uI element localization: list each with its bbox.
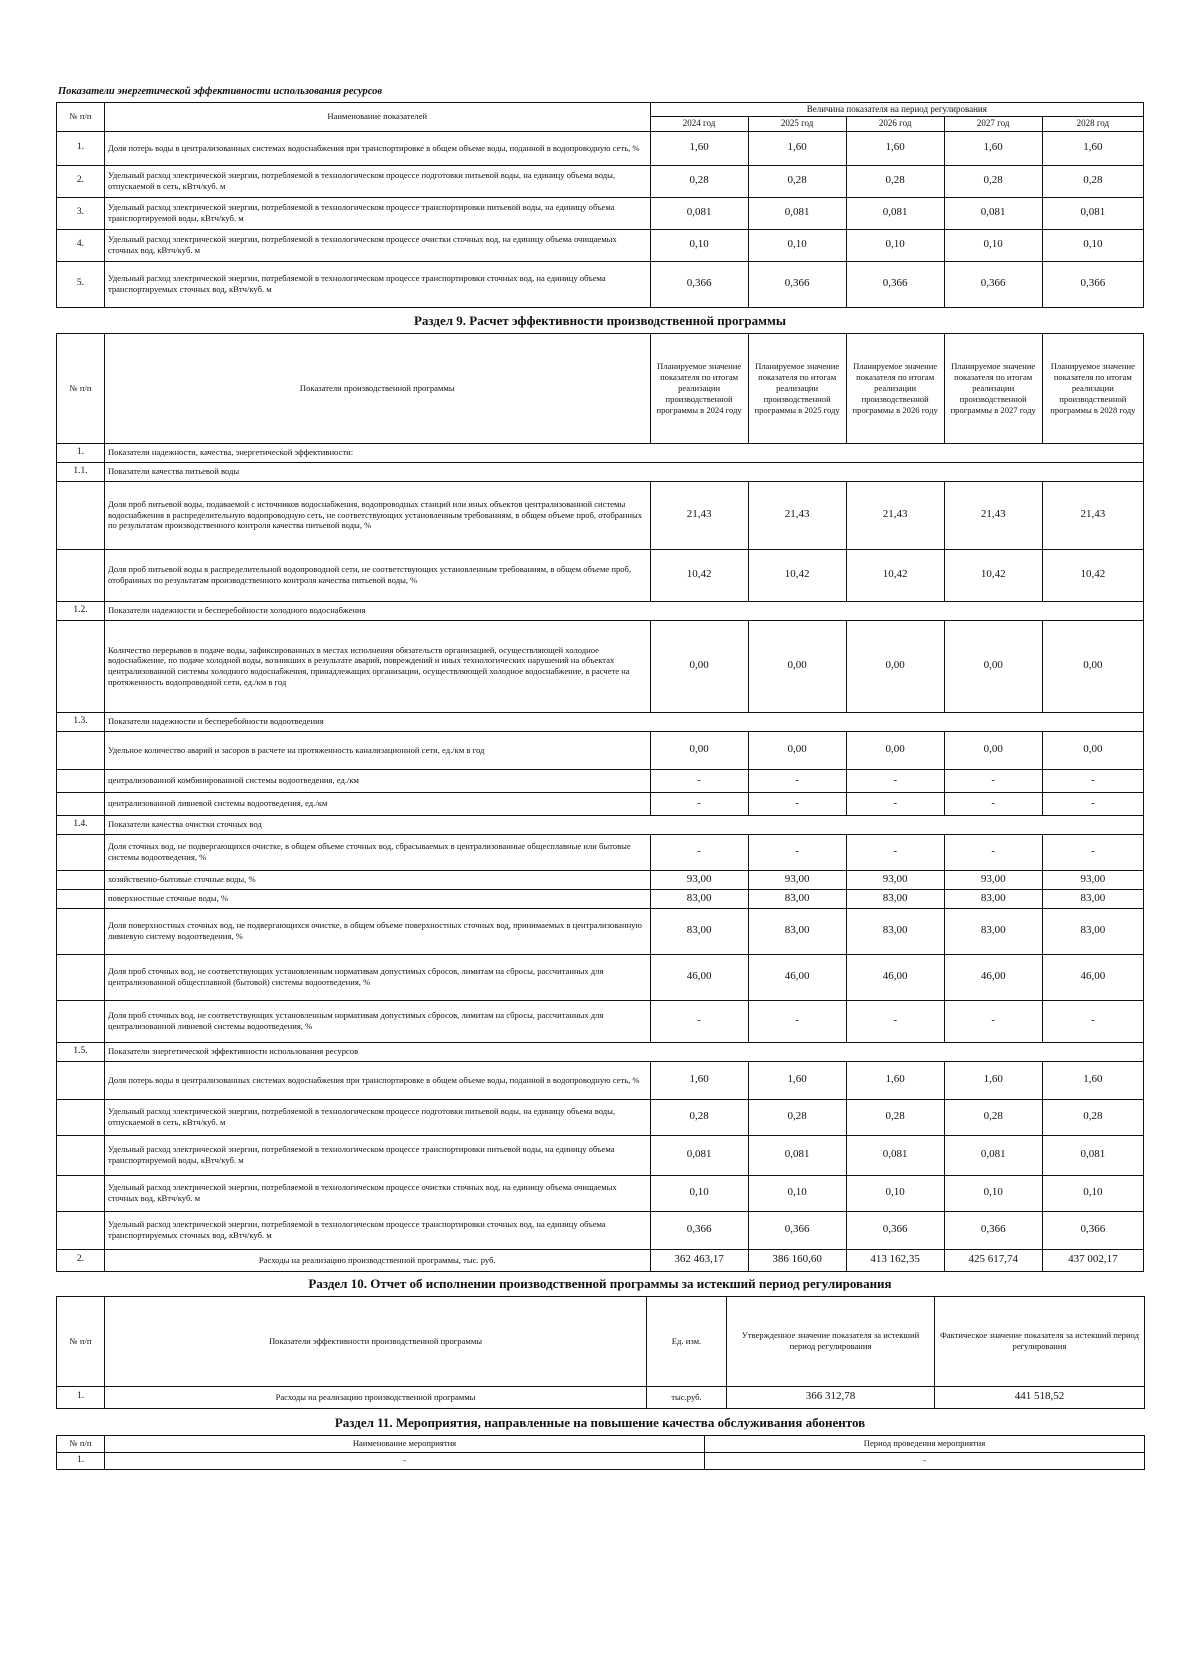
group-row (57, 815, 1144, 834)
row-name: - (105, 1452, 705, 1469)
row-value: - (650, 769, 748, 792)
row-value: 0,10 (650, 229, 748, 261)
section9-table (56, 333, 1144, 1272)
row-value: 0,10 (944, 1175, 1042, 1211)
row-value: - (1042, 792, 1143, 815)
col-name-header: Показатели производственной программы (104, 333, 650, 443)
col-num-header: № п/п (57, 333, 105, 443)
row-number: 1.5. (57, 1042, 105, 1061)
row-value: 425 617,74 (944, 1249, 1042, 1271)
row-value: 0,366 (846, 1211, 944, 1249)
row-number (57, 1061, 105, 1099)
row-value: 1,60 (1042, 131, 1143, 165)
document-page (56, 86, 1144, 1470)
table-row (57, 1061, 1144, 1099)
row-value: 93,00 (650, 870, 748, 889)
row-value: 0,081 (650, 1135, 748, 1175)
col-name-header: Наименование показателей (104, 103, 650, 132)
row-value: 0,366 (650, 261, 748, 307)
row-name: хозяйственно-бытовые сточные воды, % (104, 870, 650, 889)
row-value: 0,366 (846, 261, 944, 307)
row-name: Удельный расход электрической энергии, потребляемой в технологическом процессе транспортировки сточных вод, на единицу объема транспортируемых сточных вод, кВтч/куб. м (104, 1211, 650, 1249)
row-value: 21,43 (846, 481, 944, 549)
row-value: 0,081 (944, 197, 1042, 229)
row-value: 83,00 (1042, 889, 1143, 908)
row-value: 0,366 (1042, 1211, 1143, 1249)
row-value: 0,081 (846, 197, 944, 229)
row-name: Расходы на реализацию производственной программы (105, 1386, 647, 1408)
section9-table-body (57, 443, 1144, 1271)
section10-title: Раздел 10. Отчет об исполнении производственной программы за истекший период регулирования (308, 1275, 892, 1291)
row-number (57, 769, 105, 792)
group-title: Показатели качества питьевой воды (104, 462, 1143, 481)
row-value: - (1042, 769, 1143, 792)
row-value: 1,60 (846, 131, 944, 165)
row-value: 1,60 (1042, 1061, 1143, 1099)
row-value: 0,366 (748, 1211, 846, 1249)
row-value: 1,60 (846, 1061, 944, 1099)
row-value: 0,28 (650, 165, 748, 197)
row-number: 1.3. (57, 712, 105, 731)
col-num-header: № п/п (57, 103, 105, 132)
row-value: - (650, 1000, 748, 1042)
row-name: Количество перерывов в подаче воды, зафиксированных в местах исполнения обязательств организацией, осуществляющей холодное водоснабжение, по подаче холодной воды, возникших в результате аварий, повреждений и иных технологических нарушений на объектах централизованной системы холодного водоснабжения, принадлежащих организации, осуществляющей холодное водоснабжение, в расчете на протяженность водопроводной сети, ед./км в год (104, 620, 650, 712)
row-name: Удельный расход электрической энергии, потребляемой в технологическом процессе подготовки питьевой воды, на единицу объема воды, отпускаемой в сеть, кВтч/куб. м (104, 1099, 650, 1135)
row-name: Доля проб питьевой воды в распределительной водопроводной сети, не соответствующих установленным требованиям, в общем объеме проб, отобранных по результатам производственного контроля качества питьевой воды, % (104, 549, 650, 601)
table-row (57, 229, 1144, 261)
row-value: 413 162,35 (846, 1249, 944, 1271)
row-number: 2. (57, 165, 105, 197)
row-name: Удельное количество аварий и засоров в расчете на протяженность канализационной сети, ед./км в год (104, 731, 650, 769)
actual-value: 441 518,52 (935, 1386, 1145, 1408)
row-name: Доля проб сточных вод, не соответствующих установленным нормативам допустимых сбросов, лимитам на сбросы, рассчитанных для централизованной ливневой системы водоотведения, % (104, 1000, 650, 1042)
row-value: 0,28 (1042, 165, 1143, 197)
row-number: 1.1. (57, 462, 105, 481)
col-num-header: № п/п (57, 1435, 105, 1452)
row-name: Доля поверхностных сточных вод, не подвергающихся очистке, в общем объеме поверхностных сточных вод, принимаемых в централизованную ливневую систему водоотведения, % (104, 908, 650, 954)
row-value: 93,00 (748, 870, 846, 889)
row-value: 0,28 (944, 1099, 1042, 1135)
row-number: 2. (57, 1249, 105, 1271)
row-name: Удельный расход электрической энергии, потребляемой в технологическом процессе транспортировки сточных вод, на единицу объема транспортируемых сточных вод, кВтч/куб. м (104, 261, 650, 307)
row-value: 0,081 (650, 197, 748, 229)
row-value: 1,60 (748, 1061, 846, 1099)
row-number: 1. (57, 443, 105, 462)
row-name: Удельный расход электрической энергии, потребляемой в технологическом процессе транспортировки питьевой воды, на единицу объема транспортируемой воды, кВтч/куб. м (104, 197, 650, 229)
table-row (57, 731, 1144, 769)
row-value: - (846, 834, 944, 870)
year-header: 2028 год (1042, 117, 1143, 131)
row-value: 0,10 (846, 229, 944, 261)
row-value: 1,60 (944, 1061, 1042, 1099)
total-row (57, 1249, 1144, 1271)
energy-efficiency-table (56, 102, 1144, 308)
table-row (57, 481, 1144, 549)
year-header: 2026 год (846, 117, 944, 131)
row-value: 83,00 (846, 889, 944, 908)
group-title: Показатели надежности и бесперебойности водоотведения (104, 712, 1143, 731)
group-row (57, 1042, 1144, 1061)
row-value: 362 463,17 (650, 1249, 748, 1271)
row-value: 83,00 (650, 908, 748, 954)
row-value: 0,10 (846, 1175, 944, 1211)
energy-section-caption: Показатели энергетической эффективности использования ресурсов (58, 86, 383, 97)
row-number (57, 889, 105, 908)
table-row (57, 131, 1144, 165)
row-name: Удельный расход электрической энергии, потребляемой в технологическом процессе очистки сточных вод, на единицу объема очищаемых сточных вод, кВтч/куб. м (104, 229, 650, 261)
row-value: 0,00 (650, 731, 748, 769)
table-row (57, 165, 1144, 197)
plan-value-header: Планируемое значение показателя по итогам реализации производственной программы в 2028 году (1042, 333, 1143, 443)
row-number (57, 834, 105, 870)
row-value: 83,00 (748, 908, 846, 954)
table-row (57, 1099, 1144, 1135)
row-value: 0,00 (748, 620, 846, 712)
row-value: 83,00 (944, 889, 1042, 908)
row-name: централизованной ливневой системы водоотведения, ед./км (104, 792, 650, 815)
row-value: 0,10 (1042, 229, 1143, 261)
col-value-group-header: Величина показателя на период регулирования (650, 103, 1143, 117)
row-number (57, 1099, 105, 1135)
group-row (57, 601, 1144, 620)
row-value: 46,00 (748, 954, 846, 1000)
row-value: 10,42 (1042, 549, 1143, 601)
row-value: 0,10 (748, 229, 846, 261)
row-value: 0,00 (944, 620, 1042, 712)
row-value: - (650, 792, 748, 815)
row-number: 1. (57, 1386, 105, 1408)
row-number: 1.4. (57, 815, 105, 834)
row-name: Доля сточных вод, не подвергающихся очистке, в общем объеме сточных вод, сбрасываемых в централизованные общесплавные или бытовые системы водоотведения, % (104, 834, 650, 870)
row-value: 0,366 (944, 1211, 1042, 1249)
group-title: Показатели надежности и бесперебойности холодного водоснабжения (104, 601, 1143, 620)
row-value: 21,43 (650, 481, 748, 549)
row-number (57, 792, 105, 815)
group-row (57, 443, 1144, 462)
row-value: 0,28 (748, 1099, 846, 1135)
row-number (57, 1211, 105, 1249)
row-value: 1,60 (748, 131, 846, 165)
row-number (57, 620, 105, 712)
table-row (57, 792, 1144, 815)
row-value: - (748, 792, 846, 815)
table-row (57, 1135, 1144, 1175)
row-value: 46,00 (650, 954, 748, 1000)
plan-value-header: Планируемое значение показателя по итогам реализации производственной программы в 2026 году (846, 333, 944, 443)
row-value: 0,28 (1042, 1099, 1143, 1135)
row-value: 10,42 (846, 549, 944, 601)
row-value: - (846, 1000, 944, 1042)
table-row (57, 889, 1144, 908)
table-row (57, 620, 1144, 712)
row-number (57, 481, 105, 549)
row-value: 46,00 (1042, 954, 1143, 1000)
row-value: 93,00 (1042, 870, 1143, 889)
row-number (57, 1135, 105, 1175)
group-row (57, 462, 1144, 481)
plan-value-header: Планируемое значение показателя по итогам реализации производственной программы в 2027 году (944, 333, 1042, 443)
row-value: 0,28 (846, 1099, 944, 1135)
row-value: - (846, 769, 944, 792)
row-value: 0,10 (944, 229, 1042, 261)
group-row (57, 712, 1144, 731)
table-row (57, 197, 1144, 229)
row-unit: тыс.руб. (647, 1386, 727, 1408)
row-value: 0,366 (748, 261, 846, 307)
section9-title: Раздел 9. Расчет эффективности производственной программы (413, 312, 787, 328)
table-row (57, 1000, 1144, 1042)
table-row (57, 1175, 1144, 1211)
row-value: 0,28 (846, 165, 944, 197)
col-name-header: Показатели эффективности производственной программы (105, 1296, 647, 1386)
section11-title: Раздел 11. Мероприятия, направленные на повышение качества обслуживания абонентов (334, 1414, 866, 1430)
row-value: 0,00 (748, 731, 846, 769)
row-value: 21,43 (944, 481, 1042, 549)
row-value: 93,00 (944, 870, 1042, 889)
table-row (57, 908, 1144, 954)
row-value: 83,00 (748, 889, 846, 908)
table-row (57, 870, 1144, 889)
year-header: 2027 год (944, 117, 1042, 131)
row-value: 1,60 (944, 131, 1042, 165)
row-value: 437 002,17 (1042, 1249, 1143, 1271)
col-name-header: Наименование мероприятия (105, 1435, 705, 1452)
row-value: 46,00 (846, 954, 944, 1000)
row-value: - (748, 769, 846, 792)
row-value: 0,10 (748, 1175, 846, 1211)
row-value: - (748, 834, 846, 870)
row-value: 1,60 (650, 1061, 748, 1099)
col-unit-header: Ед. изм. (647, 1296, 727, 1386)
table-row (57, 549, 1144, 601)
table-row (57, 834, 1144, 870)
row-name: Удельный расход электрической энергии, потребляемой в технологическом процессе подготовки питьевой воды, на единицу объема воды, отпускаемой в сеть, кВтч/куб. м (104, 165, 650, 197)
row-value: 0,00 (650, 620, 748, 712)
row-value: 0,00 (1042, 731, 1143, 769)
row-value: 0,366 (944, 261, 1042, 307)
row-value: - (944, 834, 1042, 870)
row-number: 1. (57, 1452, 105, 1469)
row-value: 83,00 (1042, 908, 1143, 954)
row-value: 46,00 (944, 954, 1042, 1000)
row-value: 0,00 (944, 731, 1042, 769)
row-value: - (846, 792, 944, 815)
row-number (57, 870, 105, 889)
row-number: 3. (57, 197, 105, 229)
row-value: 10,42 (944, 549, 1042, 601)
approved-value: 366 312,78 (727, 1386, 935, 1408)
row-number: 4. (57, 229, 105, 261)
col-actual-header: Фактическое значение показателя за истекший период регулирования (935, 1296, 1145, 1386)
table-row (57, 261, 1144, 307)
row-value: - (944, 769, 1042, 792)
row-value: 0,28 (650, 1099, 748, 1135)
group-title: Показатели энергетической эффективности использования ресурсов (104, 1042, 1143, 1061)
table-row (57, 1211, 1144, 1249)
row-number: 1. (57, 131, 105, 165)
row-value: 0,00 (846, 620, 944, 712)
row-value: 0,10 (650, 1175, 748, 1211)
col-num-header: № п/п (57, 1296, 105, 1386)
table-row (57, 769, 1144, 792)
row-name: Доля проб питьевой воды, подаваемой с источников водоснабжения, водопроводных станций или иных объектов централизованной системы водоснабжения в распределительную водопроводную сеть, не соответствующих установленным требованиям, в общем объеме проб, отобранных по результатам производственного контроля качества питьевой воды, % (104, 481, 650, 549)
row-value: - (650, 834, 748, 870)
row-value: 0,081 (846, 1135, 944, 1175)
group-title: Показатели надежности, качества, энергетической эффективности: (104, 443, 1143, 462)
row-value: 1,60 (650, 131, 748, 165)
row-value: 21,43 (748, 481, 846, 549)
row-number (57, 1175, 105, 1211)
year-header: 2025 год (748, 117, 846, 131)
row-name: Удельный расход электрической энергии, потребляемой в технологическом процессе транспортировки питьевой воды, на единицу объема транспортируемой воды, кВтч/куб. м (104, 1135, 650, 1175)
row-value: 0,00 (1042, 620, 1143, 712)
row-number (57, 1000, 105, 1042)
row-number: 1.2. (57, 601, 105, 620)
group-title: Показатели качества очистки сточных вод (104, 815, 1143, 834)
row-value: 93,00 (846, 870, 944, 889)
row-value: 0,081 (1042, 1135, 1143, 1175)
row-value: - (748, 1000, 846, 1042)
row-value: - (944, 1000, 1042, 1042)
row-name: Доля проб сточных вод, не соответствующих установленным нормативам допустимых сбросов, лимитам на сбросы, рассчитанных для централизованной общесплавной (бытовой) системы водоотведения, % (104, 954, 650, 1000)
row-value: 386 160,60 (748, 1249, 846, 1271)
energy-table-body (57, 131, 1144, 307)
table-row (57, 1386, 1145, 1408)
row-name: поверхностные сточные воды, % (104, 889, 650, 908)
row-value: 10,42 (748, 549, 846, 601)
row-value: 0,366 (1042, 261, 1143, 307)
row-value: - (1042, 834, 1143, 870)
col-period-header: Период проведения мероприятия (705, 1435, 1145, 1452)
row-value: 0,081 (748, 197, 846, 229)
row-value: 0,28 (748, 165, 846, 197)
plan-value-header: Планируемое значение показателя по итогам реализации производственной программы в 2025 году (748, 333, 846, 443)
section10-table (56, 1296, 1145, 1409)
table-row (57, 1452, 1145, 1469)
table-row (57, 954, 1144, 1000)
row-value: 83,00 (944, 908, 1042, 954)
section11-table (56, 1435, 1145, 1470)
row-number (57, 908, 105, 954)
row-name: Удельный расход электрической энергии, потребляемой в технологическом процессе очистки сточных вод, на единицу объема очищаемых сточных вод, кВтч/куб. м (104, 1175, 650, 1211)
row-value: 0,081 (944, 1135, 1042, 1175)
row-name: Доля потерь воды в централизованных системах водоснабжения при транспортировке в общем объеме воды, поданной в водопроводную сеть, % (104, 1061, 650, 1099)
row-value: 0,366 (650, 1211, 748, 1249)
row-value: 0,10 (1042, 1175, 1143, 1211)
row-value: 21,43 (1042, 481, 1143, 549)
row-value: 10,42 (650, 549, 748, 601)
row-value: 0,081 (748, 1135, 846, 1175)
row-value: 0,00 (846, 731, 944, 769)
row-number (57, 954, 105, 1000)
row-number: 5. (57, 261, 105, 307)
row-value: - (1042, 1000, 1143, 1042)
plan-value-header: Планируемое значение показателя по итогам реализации производственной программы в 2024 году (650, 333, 748, 443)
row-number (57, 549, 105, 601)
year-header: 2024 год (650, 117, 748, 131)
row-name: централизованной комбинированной системы водоотведения, ед./км (104, 769, 650, 792)
row-name: Расходы на реализацию производственной программы, тыс. руб. (104, 1249, 650, 1271)
row-value: 0,28 (944, 165, 1042, 197)
row-value: 83,00 (846, 908, 944, 954)
row-period: - (705, 1452, 1145, 1469)
row-value: - (944, 792, 1042, 815)
row-value: 0,081 (1042, 197, 1143, 229)
row-name: Доля потерь воды в централизованных системах водоснабжения при транспортировке в общем объеме воды, поданной в водопроводную сеть, % (104, 131, 650, 165)
row-value: 83,00 (650, 889, 748, 908)
col-approved-header: Утвержденное значение показателя за истекший период регулирования (727, 1296, 935, 1386)
row-number (57, 731, 105, 769)
